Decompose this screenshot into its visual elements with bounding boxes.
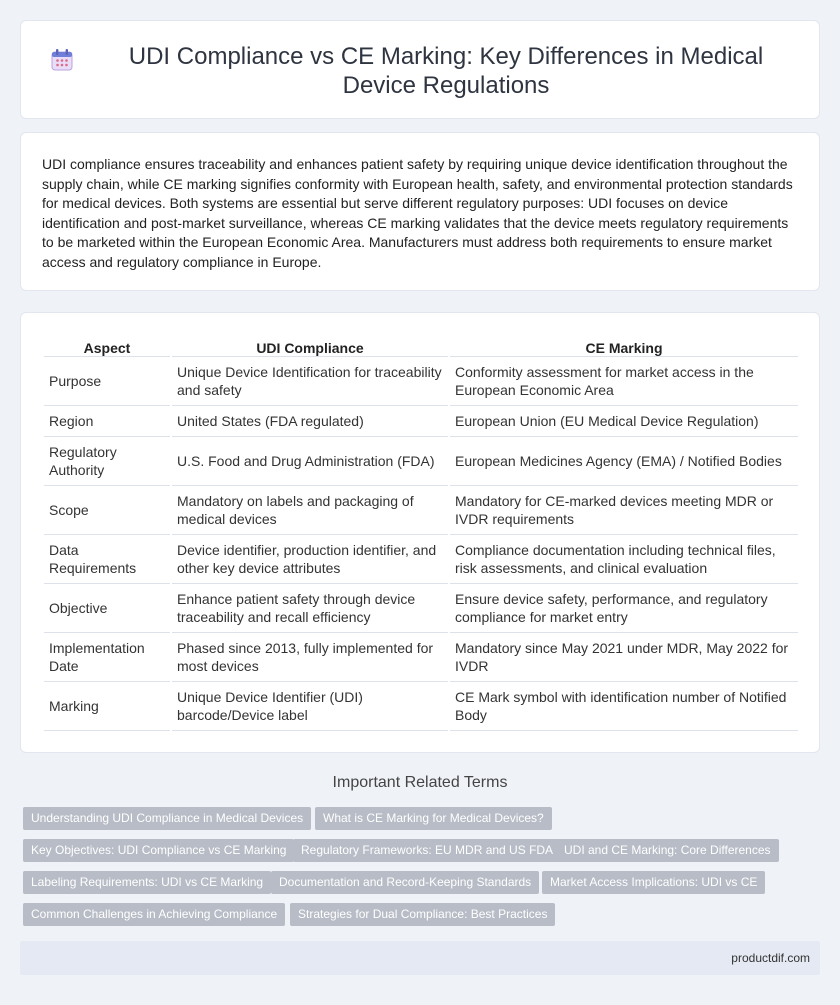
cell-aspect: Data Requirements xyxy=(44,535,170,584)
table-row xyxy=(44,486,798,535)
cell-udi: Phased since 2013, fully implemented for most devices xyxy=(172,633,448,682)
cell-ce: Compliance documentation including technical files, risk assessments, and clinical evaluation xyxy=(450,535,798,584)
related-term-link[interactable]: UDI and CE Marking: Core Differences xyxy=(556,839,779,862)
cell-udi: Enhance patient safety through device traceability and recall efficiency xyxy=(172,584,448,633)
related-term-link[interactable]: Regulatory Frameworks: EU MDR and US FDA xyxy=(293,839,561,862)
comparison-table xyxy=(42,335,800,731)
table-header-row xyxy=(44,335,798,357)
table-row xyxy=(44,682,798,731)
table-row xyxy=(44,406,798,437)
footer xyxy=(20,941,820,975)
cell-ce: CE Mark symbol with identification number of Notified Body xyxy=(450,682,798,731)
related-term-link[interactable]: Labeling Requirements: UDI vs CE Marking xyxy=(23,871,271,894)
page-title: UDI Compliance vs CE Marking: Key Differences in Medical Device Regulations xyxy=(128,42,764,99)
cell-aspect: Scope xyxy=(44,486,170,535)
comparison-card xyxy=(20,312,820,753)
cell-ce: Mandatory since May 2021 under MDR, May 2022 for IVDR xyxy=(450,633,798,682)
cell-udi: Mandatory on labels and packaging of medical devices xyxy=(172,486,448,535)
table-row xyxy=(44,633,798,682)
related-terms-heading: Important Related Terms xyxy=(332,774,508,791)
related-term-link[interactable]: Strategies for Dual Compliance: Best Practices xyxy=(290,903,555,926)
header-aspect: Aspect xyxy=(44,335,170,357)
header-card xyxy=(20,20,820,119)
cell-udi: Unique Device Identifier (UDI) barcode/Device label xyxy=(172,682,448,731)
cell-ce: Conformity assessment for market access in the European Economic Area xyxy=(450,357,798,406)
cell-udi: Unique Device Identification for traceability and safety xyxy=(172,357,448,406)
table-row xyxy=(44,584,798,633)
cell-udi: U.S. Food and Drug Administration (FDA) xyxy=(172,437,448,486)
related-term-link[interactable]: Documentation and Record-Keeping Standards xyxy=(271,871,539,894)
cell-aspect: Implementation Date xyxy=(44,633,170,682)
related-term-link[interactable]: Market Access Implications: UDI vs CE xyxy=(542,871,765,894)
cell-aspect: Objective xyxy=(44,584,170,633)
table-row xyxy=(44,437,798,486)
cell-ce: European Union (EU Medical Device Regulation) xyxy=(450,406,798,437)
cell-udi: Device identifier, production identifier, and other key device attributes xyxy=(172,535,448,584)
cell-ce: European Medicines Agency (EMA) / Notified Bodies xyxy=(450,437,798,486)
intro-card xyxy=(20,132,820,291)
related-term-link[interactable]: What is CE Marking for Medical Devices? xyxy=(315,807,552,830)
table-row xyxy=(44,357,798,406)
cell-ce: Ensure device safety, performance, and regulatory compliance for market entry xyxy=(450,584,798,633)
header-ce: CE Marking xyxy=(450,335,798,357)
cell-udi: United States (FDA regulated) xyxy=(172,406,448,437)
cell-aspect: Marking xyxy=(44,682,170,731)
cell-aspect: Regulatory Authority xyxy=(44,437,170,486)
intro-paragraph: UDI compliance ensures traceability and enhances patient safety by requiring unique device identification throughout the supply chain, while CE marking signifies conformity with European health, safety, and environmental protection standards for medical devices. Both systems are essential but serve different regulatory purposes: UDI focuses on device identification and post-market surveillance, whereas CE marking validates that the device meets regulatory requirements to be marketed within the European Economic Area. Manufacturers must address both requirements to ensure market access and regulatory compliance in Europe. xyxy=(42,156,793,270)
table-row xyxy=(44,535,798,584)
related-term-link[interactable]: Understanding UDI Compliance in Medical Devices xyxy=(23,807,311,830)
cell-ce: Mandatory for CE-marked devices meeting MDR or IVDR requirements xyxy=(450,486,798,535)
site-name[interactable]: productdif.com xyxy=(731,951,810,965)
related-term-link[interactable]: Common Challenges in Achieving Compliance xyxy=(23,903,285,926)
cell-aspect: Region xyxy=(44,406,170,437)
related-term-link[interactable]: Key Objectives: UDI Compliance vs CE Marking xyxy=(23,839,294,862)
header-udi: UDI Compliance xyxy=(172,335,448,357)
cell-aspect: Purpose xyxy=(44,357,170,406)
